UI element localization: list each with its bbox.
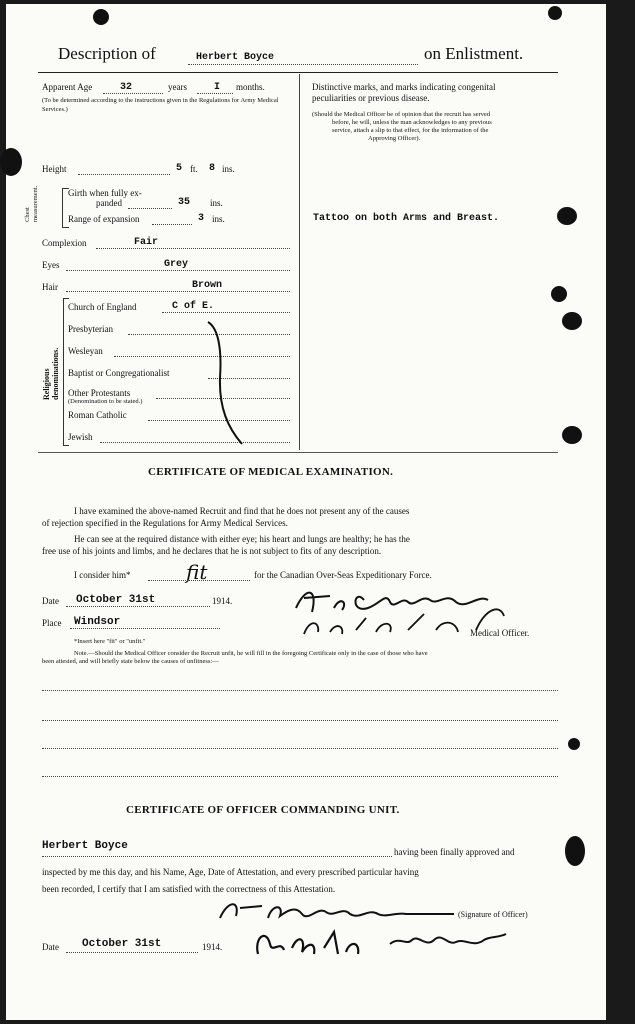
medical-date-dots [66,606,210,607]
complexion-label: Complexion [42,238,87,248]
eyes-value: Grey [164,259,189,270]
months-label: months. [236,82,265,92]
commanding-date-label: Date [42,942,59,952]
medical-year: 1914. [212,596,233,606]
other-protestants-note: (Denomination to be stated.) [68,398,143,405]
recruit-name: Herbert Boyce [196,52,275,63]
unfitness-line [42,690,558,691]
girth-label-1: Girth when fully ex- [68,188,142,198]
height-ins: 8 [209,163,216,174]
officer-signature-label: (Signature of Officer) [458,910,528,919]
marks-note-2: before, he will, unless the man acknowledges to any previous [332,119,492,126]
unfitness-line [42,776,558,777]
marks-heading-1: Distinctive marks, and marks indicating congenital [312,82,496,92]
unfitness-line [42,720,558,721]
expansion-unit: ins. [212,214,225,224]
commanding-year: 1914. [202,942,223,952]
medical-date-value: October 31st [76,594,156,606]
medical-date-label: Date [42,596,59,606]
hair-value: Brown [192,280,223,291]
eyes-label: Eyes [42,260,60,270]
punch-hole [93,9,109,25]
age-label: Apparent Age [42,82,93,92]
religion-dots [100,442,290,443]
place-label: Place [42,618,62,628]
medical-heading: CERTIFICATE OF MEDICAL EXAMINATION. [148,466,394,478]
form-title [58,44,156,64]
girth-value: 35 [178,197,191,208]
girth-dots [128,208,172,209]
religion-label: Roman Catholic [68,410,127,420]
ins-label: ins. [222,164,235,174]
complexion-dots [96,248,290,249]
header-rule [38,72,558,73]
medical-note-2: been attested, and will briefly state below the causes of unfitness:— [42,658,219,665]
insert-note: *Insert here "fit" or "unfit." [74,638,146,645]
consider-dots [148,580,250,581]
commanding-line3: been recorded, I certify that I am satisfied with the correctness of this Attestation. [42,884,336,894]
unfitness-line [42,748,558,749]
punch-hole [557,207,577,225]
marks-note-3: service, attach a slip to that effect, for the information of the [332,127,489,134]
chest-side-label: Chest measurement. [24,185,39,222]
marks-value: Tattoo on both Arms and Breast. [313,213,500,224]
marks-note-4: Approving Officer). [368,135,421,142]
consider-label: I consider him* [74,570,131,580]
place-dots [70,628,220,629]
punch-hole [562,426,582,444]
religion-strike-mark [200,318,250,448]
age-years: 32 [120,82,133,93]
hair-label: Hair [42,282,58,292]
religion-label: Presbyterian [68,324,113,334]
title-suffix: on Enlistment. [424,44,524,63]
commanding-officer-rank-signature [250,918,520,968]
religion-dots [162,312,290,313]
girth-label-2: panded [96,198,122,208]
religion-label: Church of England [68,302,137,312]
marks-heading-2: peculiarities or previous disease. [312,93,430,103]
title-prefix: Description of [58,44,156,63]
commanding-name-dots [42,856,392,857]
religion-label: Jewish [68,432,93,442]
punch-hole [0,148,22,176]
medical-para2-a: He can see at the required distance with either eye; his heart and lungs are healthy; he has the [74,534,410,544]
punch-hole [565,836,585,866]
name-line [188,64,418,65]
girth-unit: ins. [210,198,223,208]
age-years-line [103,93,163,94]
complexion-value: Fair [134,237,159,248]
religion-label: Baptist or Congregationalist [68,368,170,378]
eyes-dots [66,270,290,271]
place-value: Windsor [74,616,121,628]
expansion-dots [152,224,192,225]
commanding-date-value: October 31st [82,938,162,950]
commanding-name: Herbert Boyce [42,840,128,852]
column-divider [299,74,300,450]
religion-value: C of E. [172,301,215,312]
commanding-heading: CERTIFICATE OF OFFICER COMMANDING UNIT. [126,804,400,816]
medical-note-1: Note.—Should the Medical Officer consider the Recruit unfit, he will fill in the foregoing Certificate only in the case of those who have [74,650,428,657]
marks-note-1: (Should the Medical Officer be of opinion that the recruit has served [312,111,491,118]
consider-value: fit [186,560,208,584]
commanding-line2: inspected by me this day, and his Name, Age, Date of Attestation, and every prescribed particular having [42,867,419,877]
age-months-line [197,93,233,94]
punch-hole [551,286,567,302]
commanding-line1-suffix: having been finally approved and [394,847,515,857]
punch-hole [562,312,582,330]
religion-label: Other Protestants [68,388,131,398]
religion-label: Wesleyan [68,346,103,356]
medical-officer-label: Medical Officer. [470,628,530,638]
expansion-value: 3 [198,213,205,224]
medical-para2-b: free use of his joints and limbs, and he declares that he is not subject to fits of any description. [42,546,382,556]
commanding-date-dots [66,952,198,953]
hair-dots [66,291,290,292]
punch-hole [548,6,562,20]
punch-hole [568,738,580,750]
height-ft: 5 [176,163,183,174]
expansion-label: Range of expansion [68,214,140,224]
years-label: years [168,82,187,92]
section-rule [38,452,558,453]
consider-suffix: for the Canadian Over-Seas Expeditionary Force. [254,570,432,580]
age-note: (To be determined according to the instructions given in the Regulations for Army Medical Services.) [42,97,279,113]
medical-para1-a: I have examined the above-named Recruit and find that he does not present any of the causes [74,506,410,516]
height-label: Height [42,164,67,174]
medical-para1-b: of rejection specified in the Regulations for Army Medical Services. [42,518,288,528]
religion-side-label: Religious denominations. [42,347,60,400]
age-months: I [214,82,221,93]
ft-label: ft. [190,164,198,174]
height-dots [78,174,170,175]
